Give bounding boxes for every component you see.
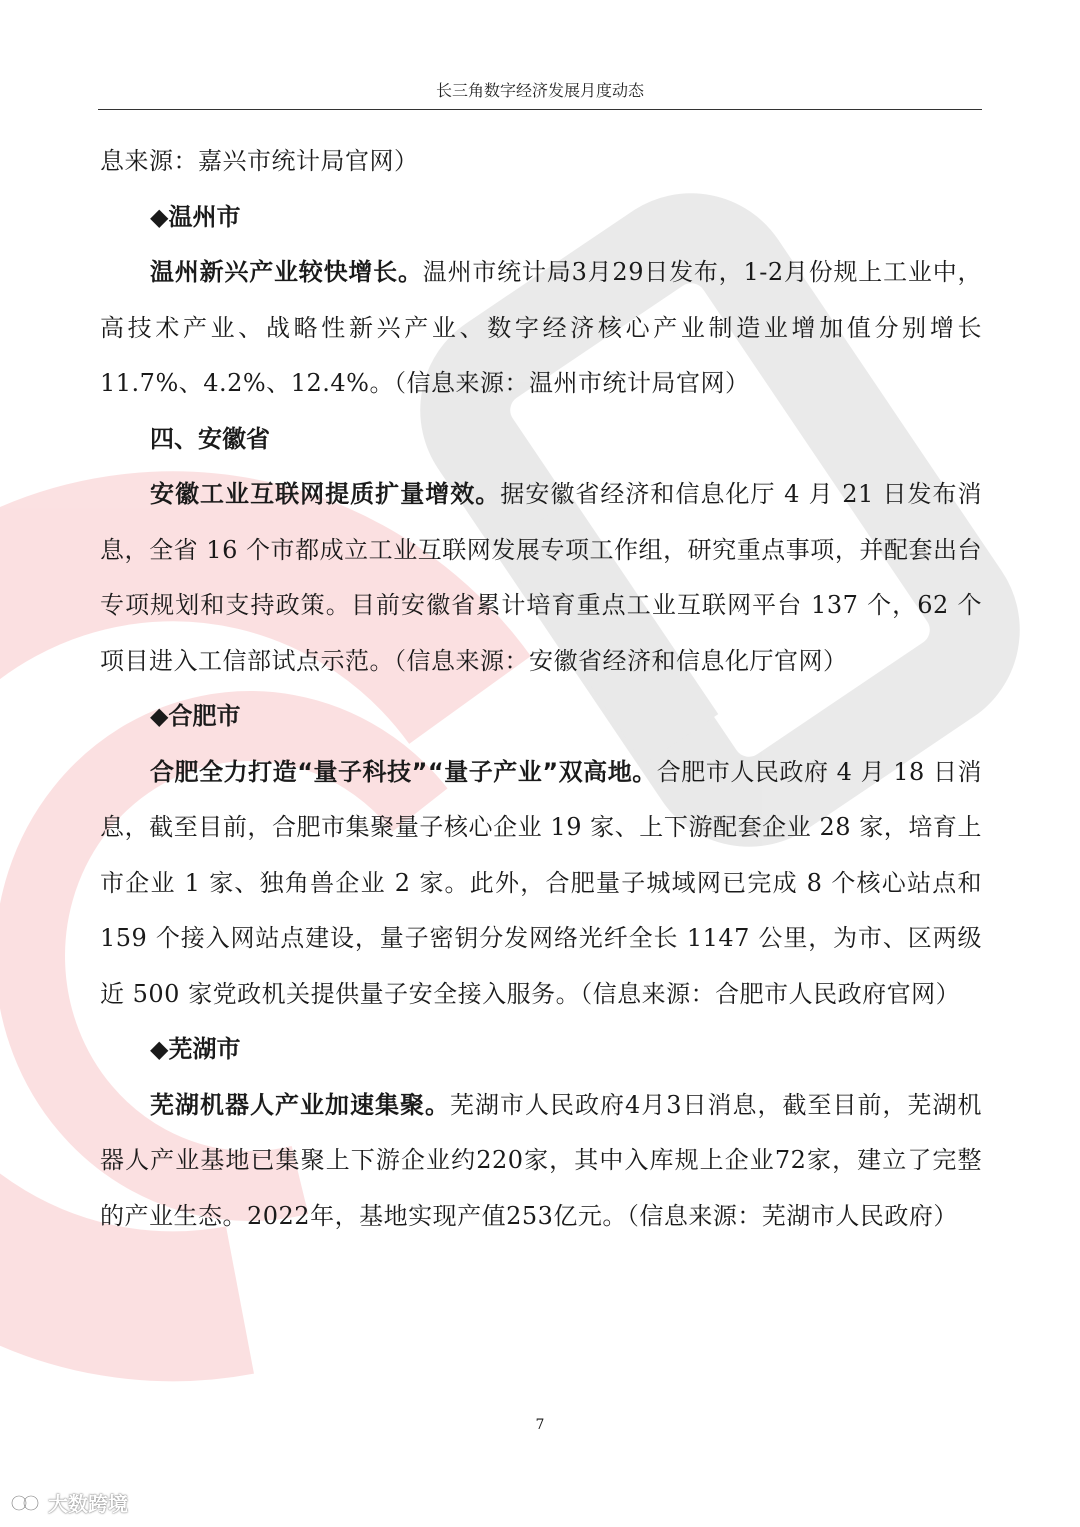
news-body-wuhu: 芜湖市人民政府4月3日消息，截至目前，芜湖机器人产业基地已集聚上下游企业约220家，其中入库规上企业72家，建立了完整的产业生态。2022年，基地实现产值253亿元。（信息来源：芜湖市人民政府） xyxy=(100,1090,982,1230)
news-lead-wenzhou: 温州新兴产业较快增长。 xyxy=(150,258,423,286)
section-heading-wuhu: ◆芜湖市 xyxy=(150,1035,241,1063)
news-paragraph-anhui xyxy=(100,467,982,689)
document-body xyxy=(100,134,982,1244)
news-lead-wuhu: 芜湖机器人产业加速集聚。 xyxy=(150,1090,450,1119)
brand-logo-icon xyxy=(10,1492,40,1514)
continued-source-line: 息来源：嘉兴市统计局官网） xyxy=(100,147,419,175)
news-lead-anhui: 安徽工业互联网提质扩量增效。 xyxy=(150,480,501,508)
footer-logo-text: 大数跨境 xyxy=(48,1492,128,1516)
news-body-wenzhou: 温州市统计局3月29日发布，1-2月份规上工业中，高技术产业、战略性新兴产业、数字经济核心产业制造业增加值分别增长11.7%、4.2%、12.4%。（信息来源：温州市统计局官网） xyxy=(100,258,982,397)
section-heading-wenzhou: ◆温州市 xyxy=(150,202,241,231)
page-number: 7 xyxy=(535,1417,545,1433)
news-body-anhui: 据安徽省经济和信息化厅 4 月 21 日发布消息，全省 16 个市都成立工业互联网发展专项工作组，研究重点事项，并配套出台专项规划和支持政策。目前安徽省累计培育重点工业互联网平台 137 个，62 个项目进入工信部试点示范。（信息来源：安徽省经济和信息化厅官网） xyxy=(100,480,983,675)
section-heading-anhui: 四、安徽省 xyxy=(150,424,270,453)
section-heading-hefei: ◆合肥市 xyxy=(150,702,241,730)
news-body-hefei: 合肥市人民政府 4 月 18 日消息，截至目前，合肥市集聚量子核心企业 19 家、上下游配套企业 28 家，培育上市企业 1 家、独角兽企业 2 家。此外，合肥量子城域网已完成 8 个核心站点和 159 个接入网站点建设，量子密钥分发网络光纤全长 1147 公里，为市、区两级近 500 家党政机关提供量子安全接入服务。（信息来源：合肥市人民政府官网） xyxy=(100,757,983,1008)
news-lead-hefei: 合肥全力打造“量子科技”“量子产业”双高地。 xyxy=(150,757,657,786)
news-paragraph-wuhu xyxy=(100,1078,982,1245)
news-paragraph-wenzhou xyxy=(100,245,982,412)
news-paragraph-hefei xyxy=(100,745,982,1023)
footer-logo xyxy=(10,1488,128,1517)
running-header: 长三角数字经济发展月度动态 xyxy=(98,78,982,110)
